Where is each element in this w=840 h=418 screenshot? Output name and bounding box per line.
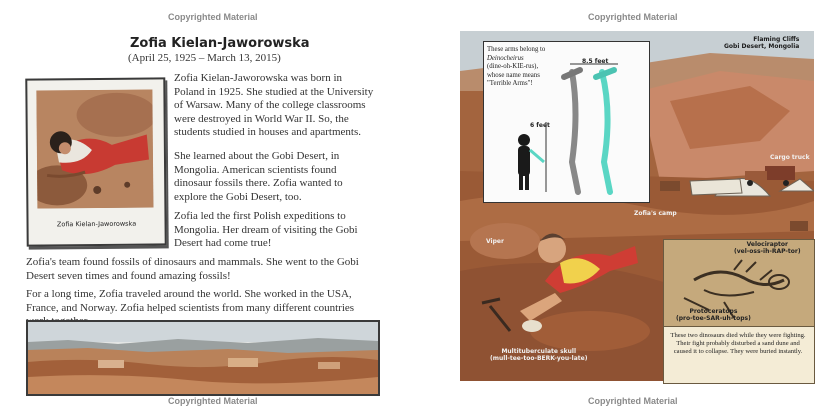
biography-title: Zofia Kielan-Jaworowska xyxy=(130,36,310,51)
paragraph-5: For a long time, Zofia traveled around the world. She worked in the USA, France, and Norway. Zofia helped scientists from many different countries xyxy=(26,288,355,314)
protoceratops-label: Protoceratops (pro-toe-SAR-uh-tops) xyxy=(676,308,751,322)
camp-label: Zofia's camp xyxy=(634,210,677,217)
polaroid-photo-frame xyxy=(25,77,166,246)
paragraph-1: Zofia Kielan-Jaworowska was born in Poland in 1925. She studied at the University of Warsaw. Many of the college classrooms were destroyed in World War II. So, the students studied in houses and apartments. xyxy=(174,72,374,138)
paragraph-4: Zofia's team found fossils of dinosaurs and mammals. She went to the Gobi Desert seven times and found amazing fossils! xyxy=(26,256,359,282)
cargo-truck-label: Cargo truck xyxy=(770,154,810,161)
velociraptor-label: Velociraptor (vel-oss-ih-RAP-tor) xyxy=(734,241,801,255)
copyright-watermark-bottom-right: Copyrighted Material xyxy=(588,396,678,406)
location-label: Flaming Cliffs Gobi Desert, Mongolia xyxy=(724,36,800,50)
paragraph-3: Zofia led the first Polish expeditions to Mongolia. Her dream of visiting the Gobi Desert had come true! xyxy=(174,210,358,249)
human-height-label: 6 feet xyxy=(530,122,550,129)
viper-label: Viper xyxy=(486,238,504,245)
info-box-text: These two dinosaurs died while they were fighting. Their fight probably disturbed a sand dune and caused it to collapse. They were buried instantly. xyxy=(670,332,806,355)
inset-description: These arms belong to Deinocheirus (dine-oh-KIE-rus), whose name means "Terrible Arms"! xyxy=(487,46,546,87)
zofia-field-photo xyxy=(36,90,153,209)
copyright-watermark-top-right: Copyrighted Material xyxy=(588,12,678,22)
biography-dates: (April 25, 1925 – March 13, 2015) xyxy=(128,52,281,64)
arm-length-label: 8.5 feet xyxy=(582,58,609,65)
skull-label: Multituberculate skull (mull-tee-too-BERK-you-late) xyxy=(490,348,588,362)
gobi-desert-panorama-photo xyxy=(26,320,380,396)
copyright-watermark-top-left: Copyrighted Material xyxy=(168,12,258,22)
photo-caption: Zofia Kielan-Jaworowska xyxy=(56,219,137,229)
copyright-watermark-bottom-left: Copyrighted Material xyxy=(168,396,258,406)
paragraph-2: She learned about the Gobi Desert, in Mongolia. American scientists found dinosaur fossils there. Zofia wanted to explore the Gobi Desert, too. xyxy=(174,150,343,203)
